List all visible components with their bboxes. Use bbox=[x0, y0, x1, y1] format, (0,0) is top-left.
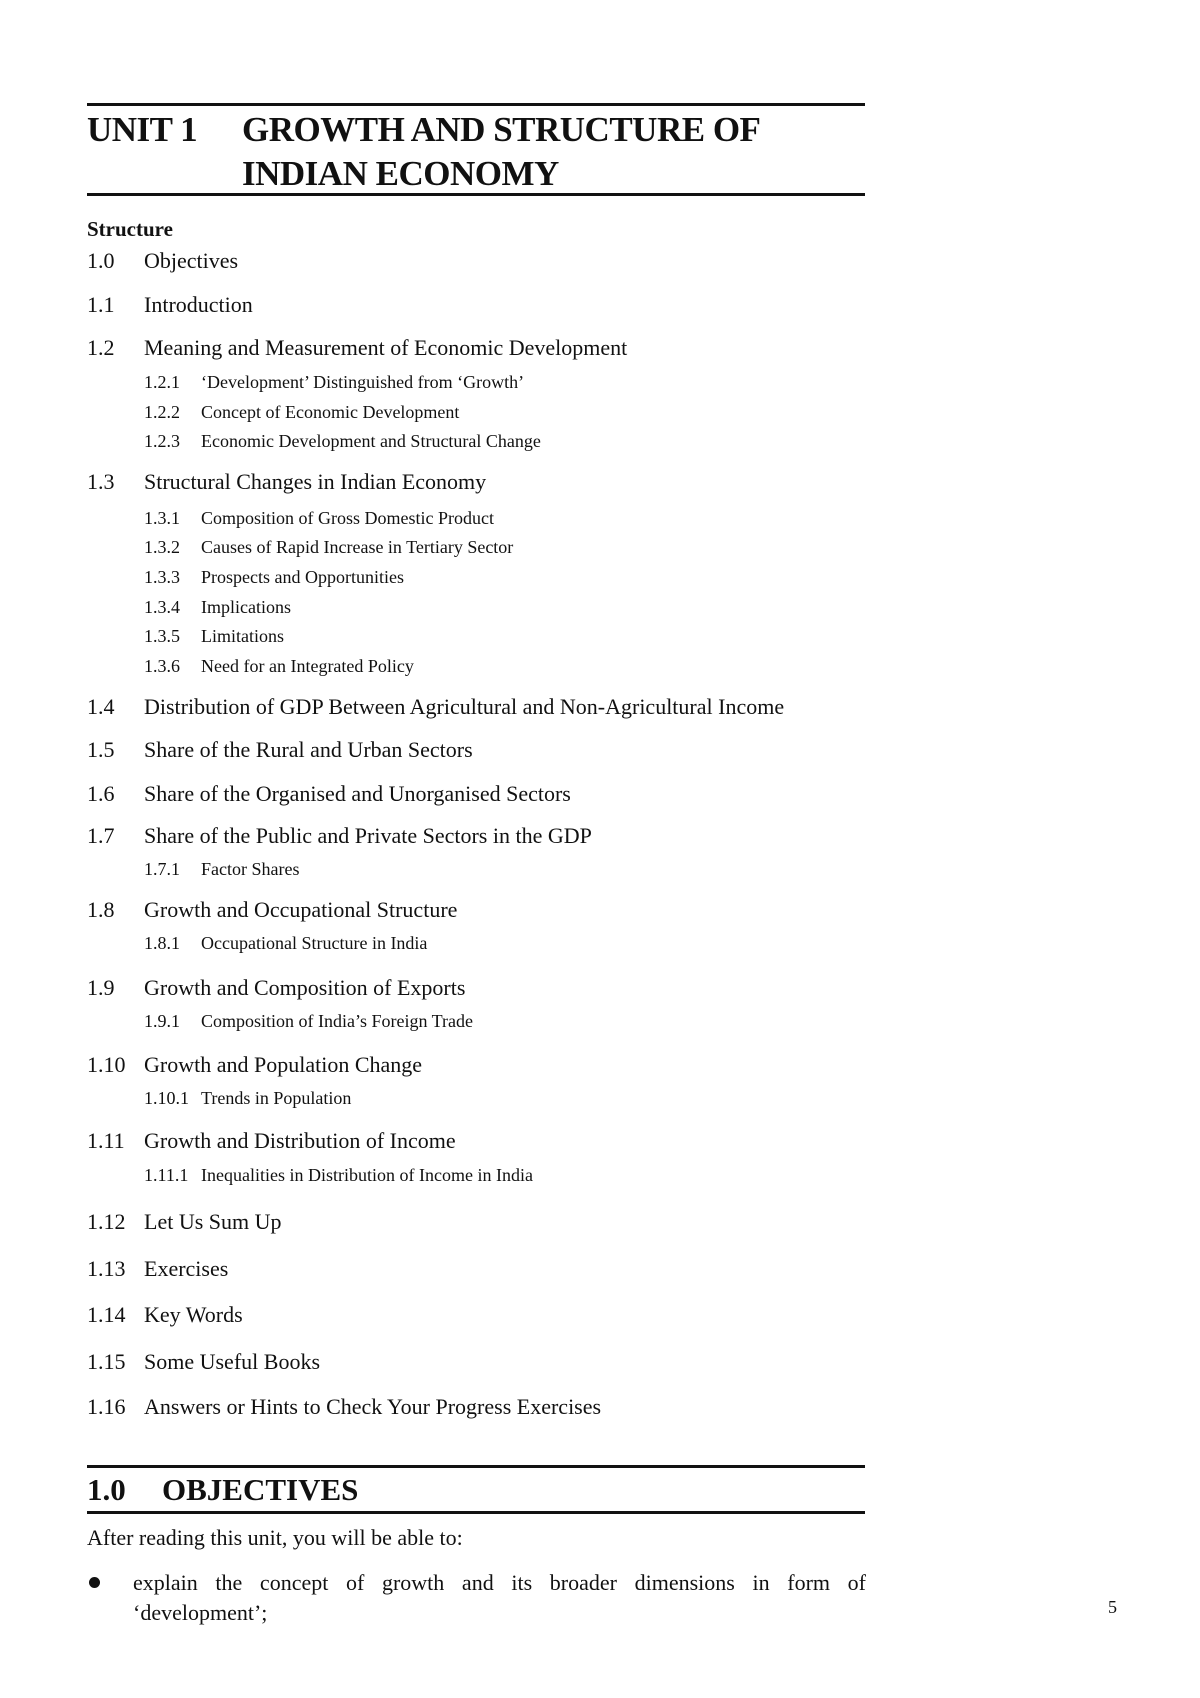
toc-text: Distribution of GDP Between Agricultural and Non-Agricultural Income bbox=[144, 694, 785, 719]
toc-number: 1.7.1 bbox=[144, 859, 180, 879]
toc-text: Causes of Rapid Increase in Tertiary Sector bbox=[201, 537, 514, 557]
toc-number: 1.16 bbox=[87, 1394, 126, 1419]
toc-number: 1.11 bbox=[87, 1128, 125, 1153]
bullet-icon bbox=[89, 1577, 100, 1588]
page-number: 5 bbox=[1108, 1597, 1117, 1617]
toc-number: 1.13 bbox=[87, 1256, 126, 1281]
header-bottom-rule bbox=[87, 193, 865, 196]
toc-text: Trends in Population bbox=[201, 1088, 352, 1108]
toc-number: 1.3.2 bbox=[144, 537, 180, 557]
toc-number: 1.5 bbox=[87, 737, 115, 762]
toc-text: Economic Development and Structural Change bbox=[201, 431, 541, 451]
toc-text: Composition of India’s Foreign Trade bbox=[201, 1011, 474, 1031]
toc-number: 1.3.6 bbox=[144, 656, 180, 676]
toc-number: 1.4 bbox=[87, 694, 115, 719]
toc-number: 1.9.1 bbox=[144, 1011, 180, 1031]
objective-bullet: explain the concept of growth and its broader dimensions in form of ‘development’; bbox=[133, 1570, 866, 1625]
toc-number: 1.2.3 bbox=[144, 431, 180, 451]
toc-text: Inequalities in Distribution of Income in India bbox=[201, 1165, 533, 1185]
toc-number: 1.3.5 bbox=[144, 626, 180, 646]
toc-number: 1.8 bbox=[87, 897, 115, 922]
toc-text: ‘Development’ Distinguished from ‘Growth’ bbox=[201, 372, 525, 392]
toc-number: 1.11.1 bbox=[144, 1165, 189, 1185]
toc-number: 1.0 bbox=[87, 248, 115, 273]
objectives-top-rule bbox=[87, 1465, 865, 1468]
toc-text: Key Words bbox=[144, 1302, 243, 1327]
toc-number: 1.7 bbox=[87, 823, 115, 848]
toc-text: Prospects and Opportunities bbox=[201, 567, 404, 587]
toc-text: Objectives bbox=[144, 248, 239, 273]
toc-text: Introduction bbox=[144, 292, 253, 317]
toc-text: Composition of Gross Domestic Product bbox=[201, 508, 494, 528]
objectives-title: OBJECTIVES bbox=[162, 1472, 359, 1507]
toc-text: Need for an Integrated Policy bbox=[201, 656, 414, 676]
toc-number: 1.12 bbox=[87, 1209, 126, 1234]
toc-number: 1.3.1 bbox=[144, 508, 180, 528]
toc-text: Growth and Population Change bbox=[144, 1052, 423, 1077]
unit-title: GROWTH AND STRUCTURE OF INDIAN ECONOMY bbox=[242, 110, 760, 193]
toc-text: Growth and Occupational Structure bbox=[144, 897, 458, 922]
toc-text: Growth and Composition of Exports bbox=[144, 975, 466, 1000]
toc-number: 1.2.1 bbox=[144, 372, 180, 392]
objectives-intro: After reading this unit, you will be able to: bbox=[87, 1525, 463, 1550]
toc-number: 1.3.4 bbox=[144, 597, 180, 617]
toc-text: Some Useful Books bbox=[144, 1349, 320, 1374]
toc-number: 1.10 bbox=[87, 1052, 126, 1077]
toc-text: Structural Changes in Indian Economy bbox=[144, 469, 487, 494]
toc-text: Limitations bbox=[201, 626, 284, 646]
toc-text: Implications bbox=[201, 597, 291, 617]
toc-number: 1.9 bbox=[87, 975, 115, 1000]
toc-number: 1.6 bbox=[87, 781, 115, 806]
toc-text: Answers or Hints to Check Your Progress Exercises bbox=[144, 1394, 602, 1419]
toc-text: Share of the Rural and Urban Sectors bbox=[144, 737, 473, 762]
toc-text: Share of the Organised and Unorganised Sectors bbox=[144, 781, 571, 806]
objectives-bottom-rule bbox=[87, 1511, 865, 1514]
toc-number: 1.3.3 bbox=[144, 567, 180, 587]
toc-text: Share of the Public and Private Sectors in the GDP bbox=[144, 823, 592, 848]
toc-text: Occupational Structure in India bbox=[201, 933, 428, 953]
toc-text: Meaning and Measurement of Economic Development bbox=[144, 335, 628, 360]
toc-text: Concept of Economic Development bbox=[201, 402, 460, 422]
structure-heading: Structure bbox=[87, 217, 173, 241]
toc-number: 1.14 bbox=[87, 1302, 126, 1327]
objectives-number: 1.0 bbox=[87, 1472, 126, 1507]
toc-number: 1.10.1 bbox=[144, 1088, 189, 1108]
toc-number: 1.2.2 bbox=[144, 402, 180, 422]
toc-text: Growth and Distribution of Income bbox=[144, 1128, 456, 1153]
toc-number: 1.1 bbox=[87, 292, 115, 317]
toc-number: 1.3 bbox=[87, 469, 115, 494]
toc-text: Factor Shares bbox=[201, 859, 300, 879]
toc-text: Exercises bbox=[144, 1256, 229, 1281]
unit-label: UNIT 1 bbox=[87, 110, 198, 149]
toc-text: Let Us Sum Up bbox=[144, 1209, 282, 1234]
toc-number: 1.2 bbox=[87, 335, 115, 360]
toc-number: 1.8.1 bbox=[144, 933, 180, 953]
toc-number: 1.15 bbox=[87, 1349, 126, 1374]
top-rule bbox=[87, 103, 865, 106]
